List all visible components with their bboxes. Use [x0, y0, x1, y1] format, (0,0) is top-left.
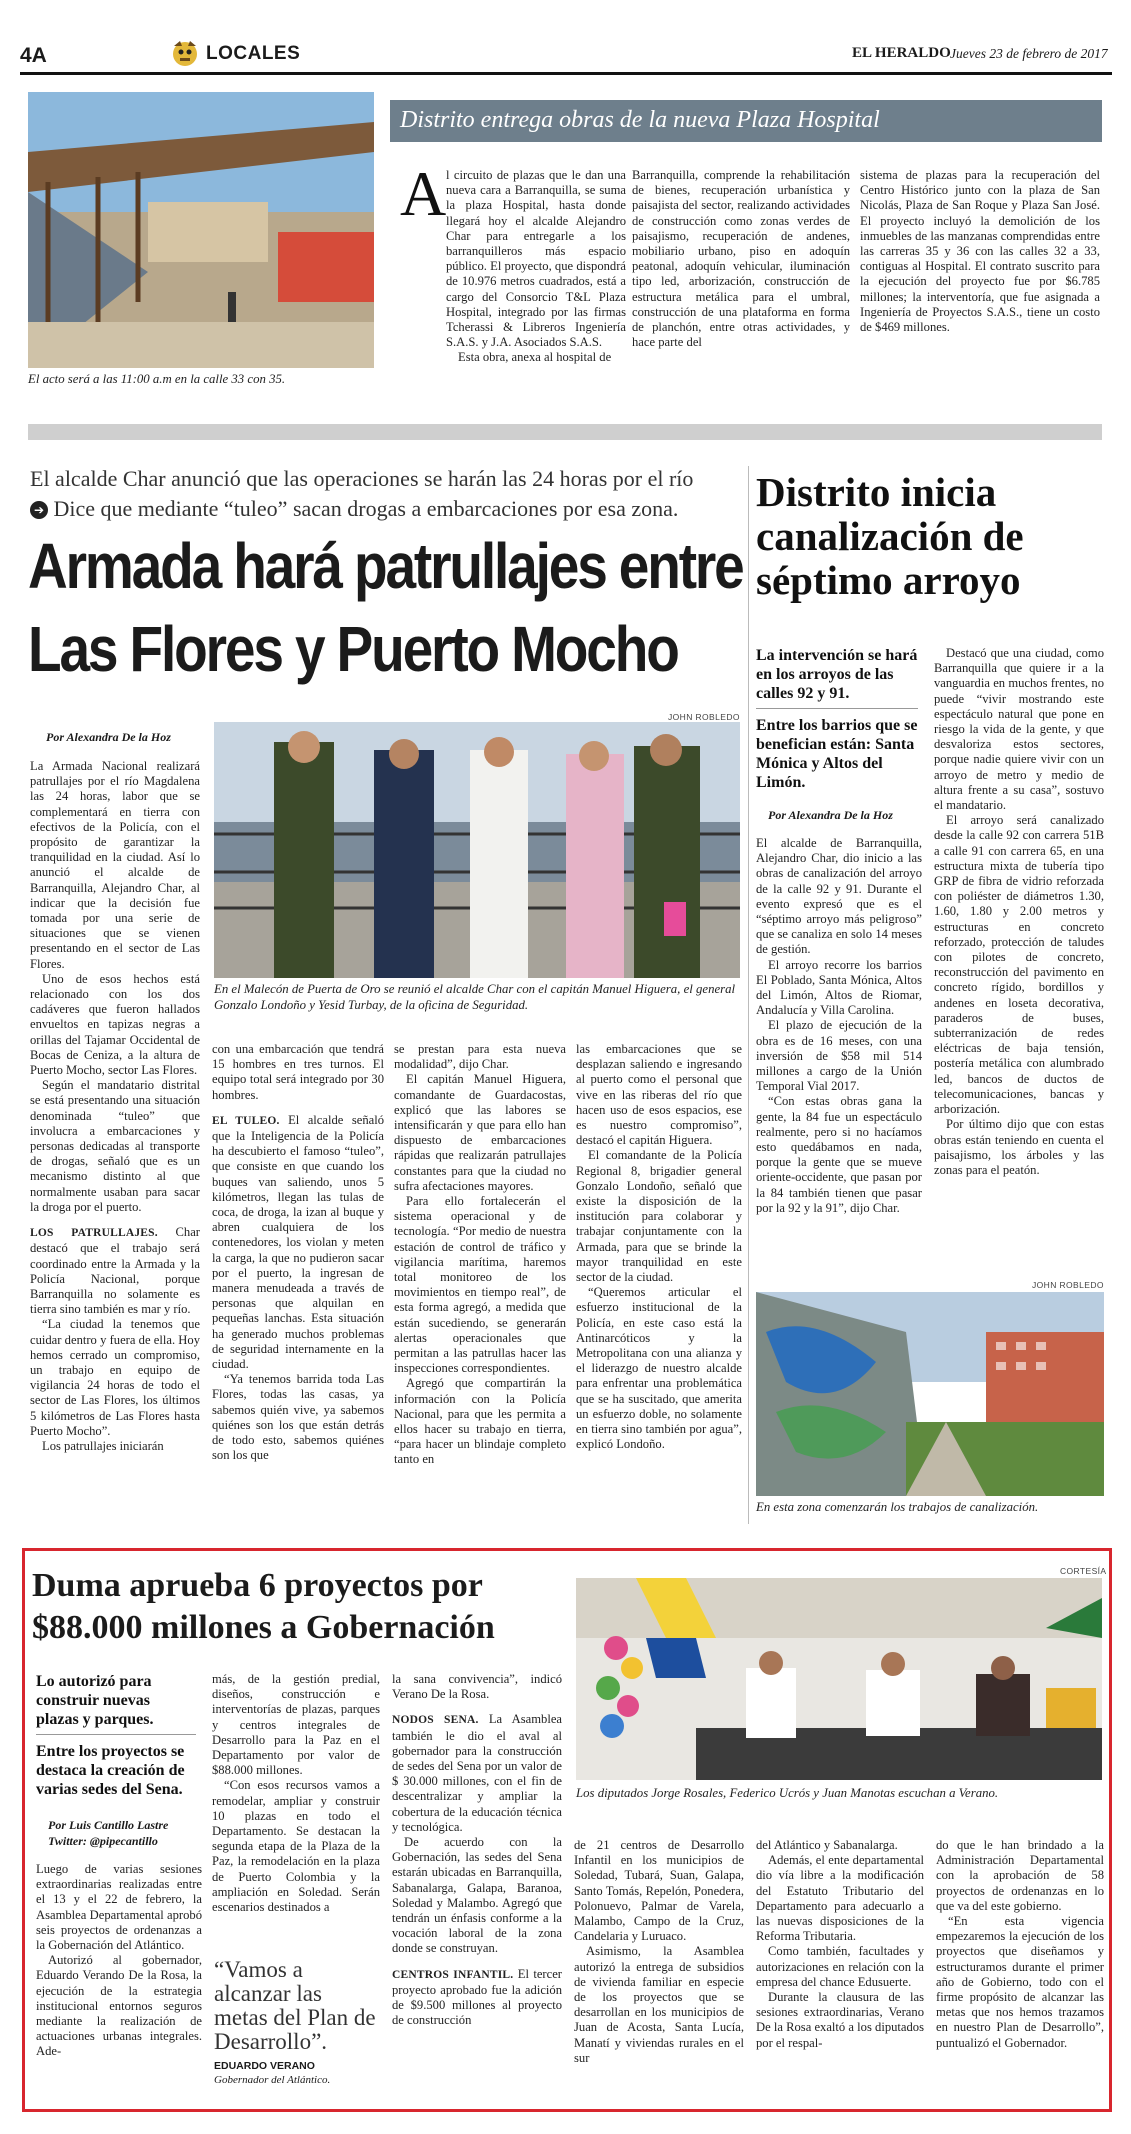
- lead-tuleo: EL TULEO.: [212, 1114, 280, 1127]
- armada-photo: [214, 722, 740, 978]
- duma-pull-quote: “Vamos a alcanzar las metas del Plan de Desarrollo”.: [214, 1957, 376, 2054]
- armada-kicker-text: Dice que mediante “tuleo” sacan drogas a embarcaciones por esa zona.: [53, 496, 679, 521]
- armada-photo-credit: JOHN ROBLEDO: [668, 712, 740, 722]
- duma-column-2: más, de la gestión predial, diseños, construcción e interventorías de plazas, parques y centros integrales de Desarrollo para la Paz en el Departamento por valor de $88.000 millones. “Con esos recursos vamos a remodelar, ampliar y construir 10 plazas en todo el Departamento. Se destacan la segunda etapa de la Plaza de la Paz, la remodelación en la plaza de Puerto Colombia y la ampliación en Soledad. Serán escenarios destinados a: [212, 1672, 380, 1915]
- duma-column-5: del Atlántico y Sabanalarga. Además, el ente departamental dio vía libre a la modificación del Estatuto Tributario del Departamento para adecuarlo a las nuevas disposiciones de la Reforma Tributaria. Como también, facultades y autorizaciones en relación con la empresa del chance Edusuerte. Durante la clausura de las sesiones extraordinarias, Verano De la Rosa exaltó a los diputados por el respal-: [756, 1838, 924, 2050]
- section-name: LOCALES: [206, 43, 301, 64]
- armada-byline: Por Alexandra De la Hoz: [46, 730, 171, 744]
- duma-caption: Los diputados Jorge Rosales, Federico Ucrós y Juan Manotas escuchan a Verano.: [576, 1786, 999, 1800]
- canal-photo-credit: JOHN ROBLEDO: [1032, 1280, 1104, 1290]
- canal-column-1: El alcalde de Barranquilla, Alejandro Char, dio inicio a las obras de canalización del arroyo de la calle 92 y 91. Durante el evento expresó que es el “séptimo arroyo más peligroso” que se canaliza en solo 14 meses de gestión. El arroyo recorre los barrios El Poblado, Santa Mónica, Altos del Limón, Altos de Riomar, Andalucía y Villa Carolina. El plazo de ejecución de la obra es de 16 meses, con una inversión de $58 mil 514 millones a cargo de la Unión Temporal Vial 2017. “Con estas obras gana la gente, la 84 fue un espectáculo realmente, pero si no hacíamos esto quedábamos en nada, porque la gente que se mueve oriente-occidente, que pasan por la 84 también tienen que pasar por la 92 y la 91”, dijo Char.: [756, 836, 922, 1215]
- header-rule: [20, 72, 1112, 75]
- duma-subhead-2: Entre los proyectos se destaca la creación de varias sedes del Sena.: [36, 1743, 185, 1798]
- armada-headline-2: Las Flores y Puerto Mocho: [28, 613, 678, 685]
- canal-subhead-2: Entre los barrios que se benefician están: Santa Mónica y Altos del Limón.: [756, 717, 918, 791]
- duma-headline-2: $88.000 millones a Gobernación: [32, 1609, 495, 1646]
- section-divider: [28, 424, 1102, 440]
- armada-column-3: se prestan para esta nueva modalidad”, dijo Char. El capitán Manuel Higuera, comandante de Guardacostas, explicó que las labores se intensificarán y que para ello han dispuesto de embarcaciones rápidas que realizarán patrullajes constantes para que la ciudad no sufra afectaciones mayores. Para ello fortalecerán el sistema operacional y de tecnología. “Por medio de nuestra estación de control de tráfico y vigilancia marítima, haremos total monitoreo de los movimientos en tiempo real”, de esta forma agregó, a medida que están sucediendo, se generarán alertas operacionales que permitan a las patrullas hacer las inspecciones correspondientes. Agregó que compartirán la información con la Policía Nacional, para que les permita a ellos hacer su trabajo en tierra, “para hacer un blindaje completo tanto en: [394, 1042, 566, 1467]
- duma-column-1: Luego de varias sesiones extraordinarias realizadas entre el 13 y el 22 de febrero, la Asamblea Departamental aprobó seis proyectos de ordenanzas a la Gobernación del Atlántico. Autorizó al gobernador, Eduardo Verando De la Rosa, la ejecución de la estrategia institucional entornos seguros mediante la realización de actuaciones urbanas integrales. Ade-: [36, 1862, 202, 2059]
- plaza-caption: El acto será a las 11:00 a.m en la calle 33 con 35.: [28, 372, 286, 386]
- canal-byline: Por Alexandra De la Hoz: [768, 808, 893, 822]
- duma-twitter: Twitter: @pipecantillo: [48, 1834, 158, 1848]
- plaza-headline: Distrito entrega obras de la nueva Plaza Hospital: [400, 107, 880, 133]
- duma-column-4: de 21 centros de Desarrollo Infantil en los municipios de Soledad, Tubará, Suan, Galapa, Santo Tomás, Repelón, Ponedera, Polonuevo, Palmar de Varela, Malambo, Campo de la Cruz, Candelaria y Luruaco. Asimismo, la Asamblea autorizó la entrega de subsidios de vivienda familiar en especie de los proyectos que se desarrollan en los municipios de Juan de Acosta, Santa Lucía, Manatí y viviendas rurales en el sur: [574, 1838, 744, 2065]
- lead-nodos-sena: NODOS SENA.: [392, 1714, 479, 1727]
- canal-caption: En esta zona comenzarán los trabajos de canalización.: [756, 1500, 1039, 1514]
- canal-headline: Distrito inicia canalización de séptimo arroyo: [756, 469, 1024, 603]
- duma-column-6: do que le han brindado a la Administración Departamental con la aprobación de 58 proyectos de ordenanzas en lo que va del este gobierno. “En esta vigencia empezaremos la ejecución de los proyectos que diseñamos y estructuramos durante el primer año de Gobierno, todo con el firme propósito de alcanzar las metas que nos hemos trazamos en nuestro Plan de Desarrollo”, puntualizó el Gobernador.: [936, 1838, 1104, 2050]
- plaza-column-2: Barranquilla, comprende la rehabilitación de bienes, recuperación urbanística y paisajista del sector, realizando actividades de construcción como zonas verdes de paisajismo, recuperación de andenes, mobiliario urbano, piso en adoquín peatonal, adoquín vehicular, iluminación tipo led, arborización, construcción de estructura metálica para el umbral, construcción de una plataforma en forma de planchón, entre otras actividades, y hace parte del: [632, 168, 850, 350]
- lead-centros-infantil: CENTROS INFANTIL.: [392, 1968, 514, 1981]
- column-divider: [748, 466, 749, 1524]
- plaza-dropcap: A: [400, 158, 447, 229]
- duma-sub-rule: [36, 1734, 196, 1735]
- armada-kicker-2: [30, 496, 740, 522]
- canal-column-2: Destacó que una ciudad, como Barranquilla que quiere ir a la vanguardia en muchos frentes, no puede “vivir mostrando este espectáculo natural que pone en riesgo la vida de la gente, y que desvaloriza estos sectores, porque nadie quiere vivir con un arroyo de metro y medio de altura frente a su casa”, sostuvo el mandatario. El arroyo será canalizado desde la calle 92 con carrera 51B a calle 91 con carrera 65, en una estructura mixta de tubería tipo GRP de fibra de vidrio reforzada con poliéster de diámetros 1.30, 1.60, 1.80 y 2.00 metros y estructuras en concreto reforzado, protección de taludes con pilotes de concreto, reconstrucción del pavimento en concreto rígido, bordillos y andenes en loseta decorativa, paraderos de buses, subterranización de redes eléctricas de baja tensión, postería metálica con alumbrado led, bancos de ductos de telecomunicaciones, bancas y arborización. Por último dijo que con estas obras están teniendo en cuenta el paisajismo, los árboles y las zonas para el peatón.: [934, 646, 1104, 1177]
- arrow-circle-icon: ➔: [30, 501, 48, 519]
- plaza-headline-bar: [390, 100, 1102, 142]
- armada-kicker: El alcalde Char anunció que las operaciones se harán las 24 horas por el río: [30, 466, 694, 491]
- quote-author: EDUARDO VERANO: [214, 2060, 315, 2072]
- canal-sub-rule: [756, 708, 918, 709]
- issue-date: Jueves 23 de febrero de 2017: [950, 46, 1108, 61]
- duma-photo: [576, 1578, 1102, 1780]
- armada-column-2: con una embarcación que tendrá 15 hombres en tres turnos. El equipo total será integrado por 30 hombres. EL TULEO. El alcalde señaló que la Inteligencia de la Policía ha descubierto el famoso “tuleo”, que consiste en que cuando los buques van saliendo, unos 5 kilómetros, llegan las tulas de coca, de droga, la izan al buque y abren cualquiera de los contenedores, los violan y meten la carga, la que no pudieron sacar por el puerto, la ingresan de manera menudeada a través de personas que alquilan en pequeñas lanchas. Esta situación ha generado muchos problemas de seguridad internamente en la ciudad. “Ya tenemos barrida toda Las Flores, todas las casas, ya sabemos quién vive, ya sabemos quiénes son los que están detrás de todo esto, sabemos quiénes son los que: [212, 1042, 384, 1463]
- armada-headline-1: Armada hará patrullajes entre: [28, 530, 743, 602]
- duma-byline: Por Luis Cantillo Lastre: [48, 1818, 169, 1832]
- lead-patrullajes: LOS PATRULLAJES.: [30, 1227, 158, 1240]
- plaza-photo: [28, 92, 374, 368]
- armada-column-1: La Armada Nacional realizará patrullajes por el río Magdalena las 24 horas, labor que se complementará en tierra con efectivos de la Policía, con el propósito de garantizar la tranquilidad en la ciudad. Así lo anunció el alcalde de Barranquilla, Alejandro Char, al indicar que la decisión fue tomada por una serie de situaciones que se vienen presentando en el sector de Las Flores. Uno de esos hechos está relacionado con los dos cadáveres que fueron hallados envueltos en tapizas negras a orillas del Tajamar Occidental de Bocas de Ceniza, a la altura de Puerto Mocho, sector Las Flores. Según el mandatario distrital se está presentando una situación denominada “tuleo” que involucra a embarcaciones y personas dedicadas al transporte de drogas, señaló que es un mecanismo distinto al que normalmente usaban para sacar la droga por el puerto. LOS PATRULLAJES. Char destacó que el trabajo será coordinado entre la Armada y la Policía Nacional, porque Barranquilla no solamente es tierra sino también es mar y río. “La ciudad la tenemos que cuidar dentro y fuera de ella. Hoy hemos cerrado un compromiso, un trabajo en equipo de vigilancia 24 horas de todo el sector de Las Flores, los últimos 5 kilómetros de Las Flores hasta Puerto Mocho”. Los patrullajes iniciarán: [30, 759, 200, 1453]
- plaza-column-1: l circuito de plazas que le dan una nueva cara a Barranquilla, se suma la plaza Hospital, hasta donde llegará hoy el alcalde Alejandro Char para entregarle a los barranquilleros más espacio público. El proyecto, que dispondrá de 10.976 metros cuadrados, está a cargo del Consorcio T&L Plaza Hospital, integrado por las firmas Tcherassi & Libreros Ingeniería S.A.S. y J.A. Asociados S.A.S. Esta obra, anexa al hospital de: [446, 168, 626, 365]
- duma-headline-1: Duma aprueba 6 proyectos por: [32, 1567, 483, 1604]
- page-number: 4A: [20, 44, 47, 67]
- armada-column-4: las embarcaciones que se desplazan saliendo e ingresando al puerto como el personal que vive en las riberas del río que hacen uso de esos espacios, ese es nuestro compromiso”, destacó el capitán Higuera. El comandante de la Policía Regional 8, brigadier general Gonzalo Londoño, señaló que existe la disposición de la institución para colaborar y trabajar conjuntamente con la Armada, para que se brinde la mayor tranquilidad en este sector de la ciudad. “Queremos articular el esfuerzo institucional de la Policía, en este caso está la Antinarcóticos y la Metropolitana con una alianza y el liderazgo de nuestro alcalde para enfrentar una problemática que se ha suscitado, que amerita un esfuerzo doble, no solamente en tierra sino también por agua”, explicó Londoño.: [576, 1042, 742, 1452]
- quote-role: Gobernador del Atlántico.: [214, 2074, 331, 2086]
- plaza-column-3: sistema de plazas para la recuperación del Centro Histórico junto con la plaza de San Nicolás, Plaza de San Roque y Plaza San José. El proyecto incluyó la demolición de los inmuebles de las manzanas comprendidas entre las carreras 35 y 36 con las calles 32 a 33, contiguas al Hospital. El contrato suscrito para la ejecución del proyecto fue por $6.785 millones; la interventoría, que fue asignada a Ingeniería de Proyectos S.A.S., tiene un costo de $469 millones.: [860, 168, 1100, 335]
- canal-photo: [756, 1292, 1104, 1496]
- canal-subhead-1: La intervención se hará en los arroyos de las calles 92 y 91.: [756, 647, 918, 702]
- duma-photo-credit: CORTESÍA: [1060, 1566, 1107, 1576]
- duma-column-3: la sana convivencia”, indicó Verano De la Rosa. NODOS SENA. La Asamblea también le dio el aval al gobernador para la construcción de sedes del Sena por un valor de $ 30.000 millones, con el fin de descentralizar y ampliar la cobertura de la educación técnica y tecnológica. De acuerdo con la Gobernación, las sedes del Sena estarán ubicadas en Barranquilla, Sabanalarga, Galapa, Baranoa, Soledad y Malambo. Agregó que tendrán un énfasis conforme a la vocación laboral de la zona donde se construyan. CENTROS INFANTIL. El tercer proyecto aprobado fue la adición de $9.500 millones al proyecto de construcción: [392, 1672, 562, 2028]
- duma-subhead-1: Lo autorizó para construir nuevas plazas y parques.: [36, 1673, 154, 1728]
- paper-name: EL HERALDO: [852, 45, 951, 61]
- armada-caption: En el Malecón de Puerta de Oro se reunió el alcalde Char con el capitán Manuel Higuera, el general Gonzalo Londoño y Yesid Turbay, de la oficina de Seguridad.: [214, 982, 736, 1012]
- section-logo-icon: [170, 38, 200, 68]
